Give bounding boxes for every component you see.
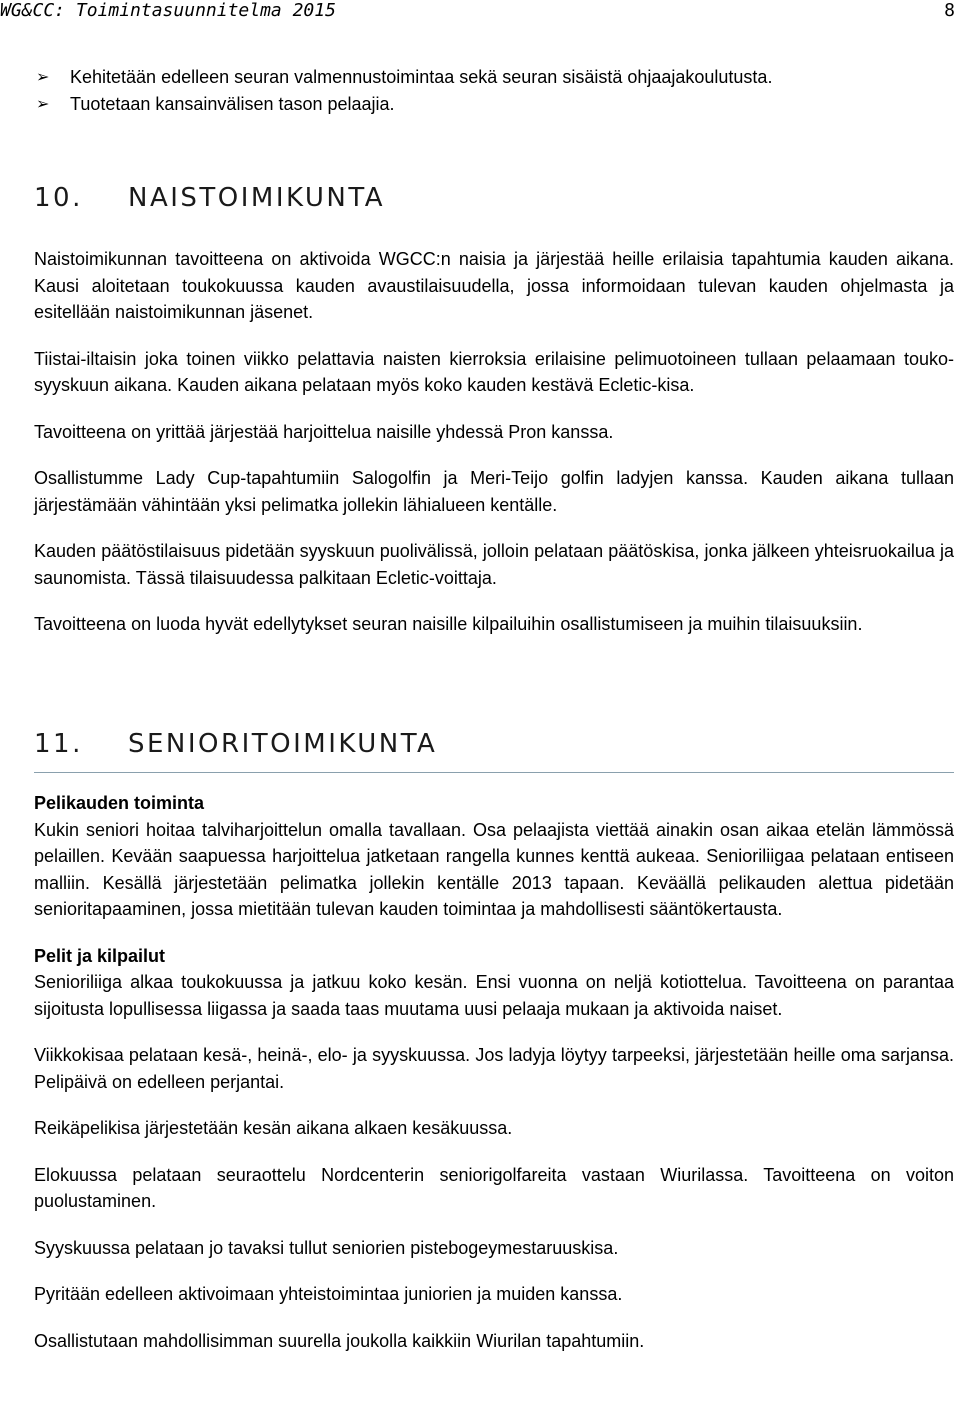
section-title: SENIORITOIMIKUNTA — [128, 729, 438, 759]
arrowhead-bullet-icon: ➢ — [36, 93, 50, 113]
paragraph: Viikkokisaa pelataan kesä-, heinä-, elo- ja syyskuussa. Jos ladyja löytyy tarpeeksi, järjestetään heille oma sarjansa. Pelipäivä on edelleen perjantai. — [34, 1045, 954, 1092]
section-title: NAISTOIMIKUNTA — [128, 183, 386, 213]
heading-divider — [34, 772, 954, 773]
arrowhead-bullet-icon: ➢ — [36, 67, 50, 86]
section-heading — [34, 185, 954, 212]
paragraph: Kukin seniori hoitaa talviharjoittelun omalla tavallaan. Osa pelaajista viettää ainakin osan aikaa etelän lämmössä pelaillen. Kevään saapuessa harjoittelua jatketaan rangella kunnes kenttä aukeaa. Senioriliigaa pelataan entiseen malliin. Kesällä järjestetään pelimatka jollekin kentälle 2013 tapaan. Keväällä pelikauden alettua pidetään senioritapaaminen, jossa mietitään tulevan kauden toimintaa ja mahdollisesti sääntökertausta. — [34, 819, 954, 919]
paragraph: Tavoitteena on yrittää järjestää harjoittelua naisille yhdessä Pron kanssa. — [34, 421, 614, 442]
section-heading — [34, 731, 954, 758]
paragraph: Pyritään edelleen aktivoimaan yhteistoimintaa juniorien ja muiden kanssa. — [34, 1284, 623, 1304]
section-10-body — [34, 246, 954, 638]
paragraph: Elokuussa pelataan seuraottelu Nordcenterin seniorigolfareita vastaan Wiurilassa. Tavoitteena on voiton puolustaminen. — [34, 1164, 954, 1211]
page-number: 8 — [944, 0, 955, 21]
paragraph: Reikäpelikisa järjestetään kesän aikana alkaen kesäkuussa. — [34, 1118, 513, 1138]
subheading: Pelit ja kilpailut — [34, 945, 166, 966]
list-item: ➢ Tuotetaan kansainvälisen tason pelaajia. — [34, 91, 954, 118]
section-10 — [34, 185, 954, 212]
section-11 — [34, 731, 954, 773]
document-title: WG&CC: Toimintasuunnitelma 2015 — [0, 0, 336, 21]
paragraph: Osallistutaan mahdollisimman suurella joukolla kaikkiin Wiurilan tapahtumiin. — [34, 1330, 645, 1351]
paragraph: Tavoitteena on luoda hyvät edellytykset seuran naisille kilpailuihin osallistumiseen ja muihin tilaisuuksiin. — [34, 614, 863, 634]
list-item: ➢ Kehitetään edelleen seuran valmennustoimintaa sekä seuran sisäistä ohjaajakoulutusta. — [34, 64, 954, 91]
page-content — [34, 64, 954, 1351]
section-number: 11. — [34, 729, 83, 759]
section-number: 10. — [34, 183, 83, 213]
page-header — [0, 0, 960, 28]
paragraph: Kauden päätöstilaisuus pidetään syyskuun puolivälissä, jolloin pelataan päätöskisa, jonka jälkeen yhteisruokailua ja saunomista. Tässä tilaisuudessa palkitaan Ecletic-voittaja. — [34, 541, 954, 588]
paragraph: Naistoimikunnan tavoitteena on aktivoida WGCC:n naisia ja järjestää heille erilaisia tapahtumia kauden aikana. Kausi aloitetaan toukokuussa kauden avaustilaisuudella, jossa informoidaan tulevan kauden ohjelmasta ja esitellään naistoimikunnan jäsenet. — [34, 249, 954, 322]
paragraph: Senioriliiga alkaa toukokuussa ja jatkuu koko kesän. Ensi vuonna on neljä kotiottelua. Tavoitteena on parantaa sijoitusta lopullisessa liigassa ja saada taas muutama uusi pelaaja mukaan ja aktivoida naiset. — [34, 972, 954, 1019]
paragraph: Tiistai-iltaisin joka toinen viikko pelattavia naisten kierroksia erilaisine pelimuotoineen tullaan pelaamaan touko-syyskuun aikana. Kauden aikana pelataan myös koko kauden kestävä Ecletic-kisa. — [34, 348, 954, 395]
section-11-body — [34, 790, 954, 1354]
paragraph: Syyskuussa pelataan jo tavaksi tullut seniorien pistebogeymestaruuskisa. — [34, 1237, 619, 1258]
paragraph: Osallistumme Lady Cup-tapahtumiin Salogolfin ja Meri-Teijo golfin ladyjen kanssa. Kauden aikana tullaan järjestämään vähintään yksi pelimatka jollekin lähialueen kentälle. — [34, 468, 954, 515]
subheading: Pelikauden toiminta — [34, 793, 205, 813]
bullet-list — [34, 64, 954, 117]
